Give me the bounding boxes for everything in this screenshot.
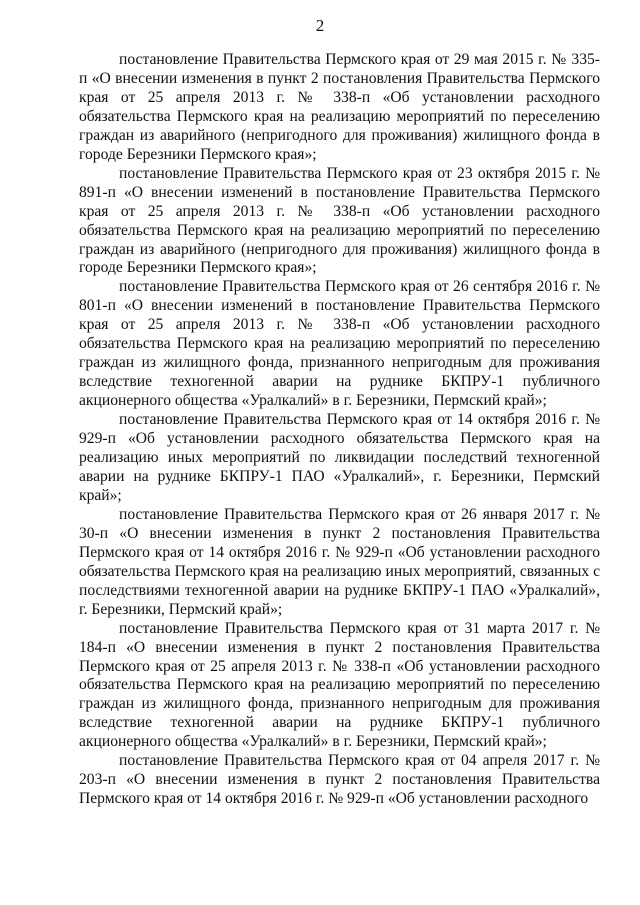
- document-body: [79, 51, 600, 809]
- paragraph-resolution-929p: постановление Правительства Пермского края от 14 октября 2016 г. № 929-п «Об установлении расходного обязательства Пермского края на реализацию иных мероприятий по ликвидации последствий техногенной аварии на руднике БКПРУ-1 ПАО «Уралкалий», г. Березники, Пермский край»;: [79, 411, 600, 504]
- paragraph-resolution-30p: постановление Правительства Пермского края от 26 января 2017 г. № 30-п «О внесении изменения в пункт 2 постановления Правительства Пермского края от 14 октября 2016 г. № 929-п «Об установлении расходного обязательства Пермского края на реализацию иных мероприятий, связанных с последствиями техногенной аварии на руднике БКПРУ-1 ПАО «Уралкалий», г. Березники, Пермский край»;: [79, 505, 600, 618]
- paragraph-resolution-184p: постановление Правительства Пермского края от 31 марта 2017 г. № 184-п «О внесении изменения в пункт 2 постановления Правительства Пермского края от 25 апреля 2013 г. № 338-п «Об установлении расходного обязательства Пермского края на реализацию мероприятий по переселению граждан из жилищного фонда, признанного непригодным для проживания вследствие техногенной аварии на руднике БКПРУ-1 публичного акционерного общества «Уралкалий» в г. Березники, Пермский край»;: [79, 619, 600, 751]
- paragraph-resolution-891p: постановление Правительства Пермского края от 23 октября 2015 г. № 891-п «О внесении изменений в постановление Правительства Пермского края от 25 апреля 2013 г. № 338-п «Об установлении расходного обязательства Пермского края на реализацию мероприятий по переселению граждан из аварийного (непригодного для проживания) жилищного фонда в городе Березники Пермского края»;: [79, 164, 600, 277]
- paragraph-resolution-203p: постановление Правительства Пермского края от 04 апреля 2017 г. № 203-п «О внесении изменения в пункт 2 постановления Правительства Пермского края от 14 октября 2016 г. № 929-п «Об установлении расходного: [79, 752, 600, 808]
- page-number: 2: [315, 16, 325, 35]
- paragraph-resolution-335p: постановление Правительства Пермского края от 29 мая 2015 г. № 335-п «О внесении изменения в пункт 2 постановления Правительства Пермского края от 25 апреля 2013 г. № 338-п «Об установлении расходного обязательства Пермского края на реализацию мероприятий по переселению граждан из аварийного (непригодного для проживания) жилищного фонда в городе Березники Пермского края»;: [79, 51, 600, 163]
- paragraph-resolution-801p: постановление Правительства Пермского края от 26 сентября 2016 г. № 801-п «О внесении изменений в постановление Правительства Пермского края от 25 апреля 2013 г. № 338-п «Об установлении расходного обязательства Пермского края на реализацию мероприятий по переселению граждан из жилищного фонда, признанного непригодным для проживания вследствие техногенной аварии на руднике БКПРУ-1 публичного акционерного общества «Уралкалий» в г. Березники, Пермский край»;: [79, 278, 600, 410]
